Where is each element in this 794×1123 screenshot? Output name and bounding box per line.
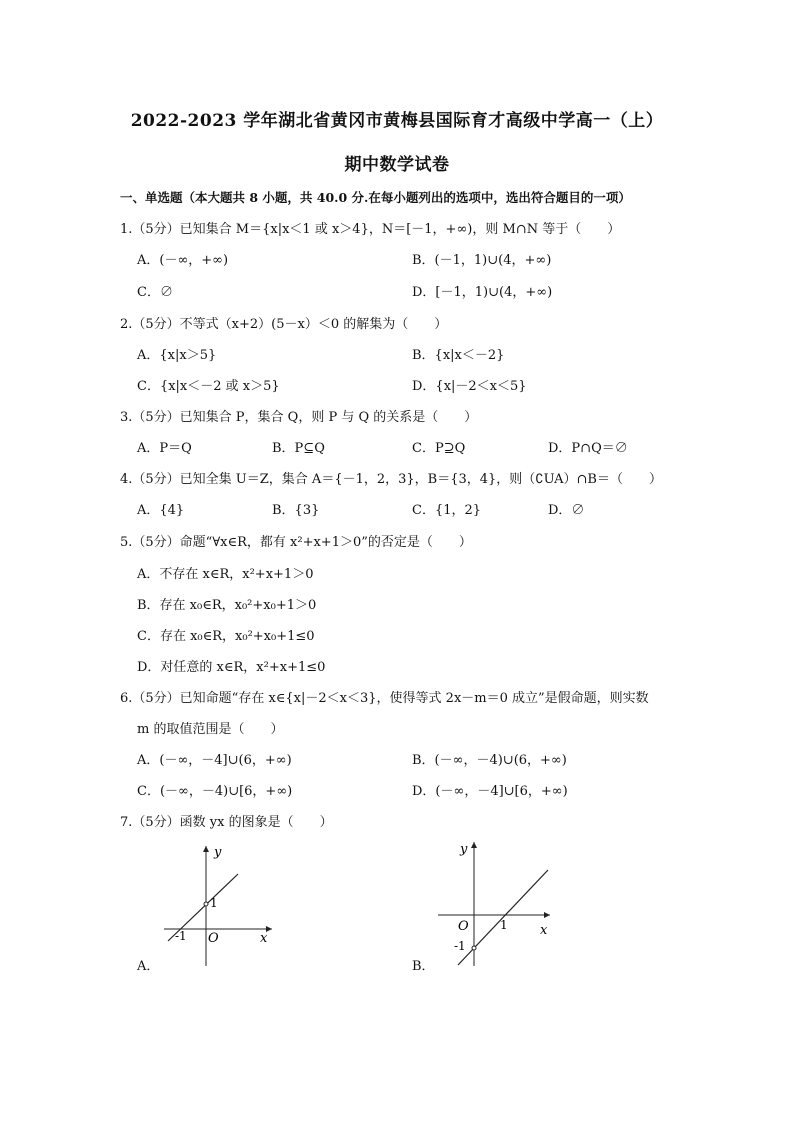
- question-2-option-b[interactable]: B．{x|x＜－2}: [412, 348, 505, 363]
- question-1-option-d[interactable]: D．[－1，1)∪(4，+∞): [412, 285, 553, 300]
- graph-a-hollow-point: [204, 902, 208, 906]
- question-6-option-c[interactable]: C．(－∞，－4)∪[6，+∞): [137, 784, 293, 799]
- graph-b-y-label: y: [460, 842, 468, 857]
- question-4-option-a[interactable]: A．{4}: [137, 503, 185, 518]
- graph-b-origin-label: O: [458, 919, 469, 934]
- graph-a-x-label: x: [260, 931, 268, 946]
- question-6-option-b[interactable]: B．(－∞，－4)∪(6，+∞): [412, 753, 567, 768]
- question-6-option-d[interactable]: D．(－∞，－4]∪[6，+∞): [412, 784, 568, 799]
- graph-a-y-label: y: [214, 845, 222, 860]
- question-1-option-b[interactable]: B．(－1，1)∪(4，+∞): [412, 253, 552, 268]
- question-6-stem-line1: 6.（5分）已知命题“存在 x∈{x|－2＜x＜3}，使得等式 2x－m＝0 成立”是假命题，则实数: [120, 691, 649, 706]
- question-4-option-d[interactable]: D．∅: [548, 503, 585, 518]
- graph-a-y-arrow: [203, 846, 209, 852]
- graph-a-y-tick: 1: [210, 896, 218, 910]
- question-5-option-b[interactable]: B．存在 x₀∈R，x₀²+x₀+1＞0: [137, 598, 317, 613]
- question-3-stem: 3.（5分）已知集合 P，集合 Q，则 P 与 Q 的关系是（ ）: [120, 410, 478, 425]
- question-6-stem-line2: m 的取值范围是（ ）: [137, 722, 284, 737]
- question-5-option-d[interactable]: D．对任意的 x∈R，x²+x+1≤0: [137, 660, 326, 675]
- question-5-stem: 5.（5分）命题“∀x∈R，都有 x²+x+1＞0”的否定是（ ）: [120, 535, 472, 550]
- question-4-option-b[interactable]: B．{3}: [272, 503, 320, 518]
- question-2-option-d[interactable]: D．{x|－2＜x＜5}: [412, 379, 527, 394]
- question-3-option-b[interactable]: B．P⊆Q: [272, 441, 325, 456]
- question-4-option-c[interactable]: C．{1，2}: [412, 503, 482, 518]
- exam-title-line2: 期中数学试卷: [344, 155, 450, 175]
- graph-b-y-tick: -1: [454, 939, 466, 953]
- question-7-option-b[interactable]: B．: [412, 959, 435, 974]
- graph-option-b[interactable]: [434, 838, 554, 968]
- question-7-option-a[interactable]: A．: [137, 959, 160, 974]
- graph-a-x-tick: -1: [175, 929, 187, 943]
- graph-b-x-tick: 1: [500, 918, 508, 932]
- question-2-stem: 2.（5分）不等式（x+2）(5－x）＜0 的解集为（ ）: [120, 317, 448, 332]
- graph-b-x-label: x: [540, 923, 548, 938]
- question-4-stem: 4.（5分）已知全集 U＝Z，集合 A＝{－1，2，3}，B＝{3，4}，则（∁UA）∩B＝（ ）: [120, 472, 662, 487]
- graph-a-origin-label: O: [208, 931, 219, 946]
- exam-title-line1: 2022-2023 学年湖北省黄冈市黄梅县国际育才高级中学高一（上）: [130, 111, 664, 131]
- question-1-stem: 1.（5分）已知集合 M＝{x|x＜1 或 x＞4}，N＝[－1，+∞)，则 M∩N 等于（ ）: [120, 222, 621, 237]
- question-1-option-c[interactable]: C．∅: [137, 285, 173, 300]
- question-2-option-a[interactable]: A．{x|x＞5}: [137, 348, 217, 363]
- question-2-option-c[interactable]: C．{x|x＜－2 或 x＞5}: [137, 379, 280, 394]
- question-5-option-c[interactable]: C．存在 x₀∈R，x₀²+x₀+1≤0: [137, 629, 315, 644]
- graph-b-hollow-point: [472, 946, 476, 950]
- graph-b-x-arrow: [544, 912, 550, 918]
- question-1-option-a[interactable]: A．(－∞，+∞): [137, 253, 229, 268]
- graph-b-y-arrow: [471, 842, 477, 848]
- question-5-option-a[interactable]: A．不存在 x∈R，x²+x+1＞0: [137, 567, 314, 582]
- question-3-option-d[interactable]: D．P∩Q＝∅: [548, 441, 628, 456]
- question-7-stem: 7.（5分）函数 yx 的图象是（ ）: [120, 815, 333, 830]
- graph-option-a[interactable]: [160, 838, 280, 968]
- question-6-option-a[interactable]: A．(－∞，－4]∪(6，+∞): [137, 753, 292, 768]
- question-3-option-c[interactable]: C．P⊇Q: [412, 441, 466, 456]
- section-heading: 一、单选题（本大题共 8 小题，共 40.0 分.在每小题列出的选项中，选出符合题目的一项）: [120, 190, 631, 205]
- question-3-option-a[interactable]: A．P＝Q: [137, 441, 192, 456]
